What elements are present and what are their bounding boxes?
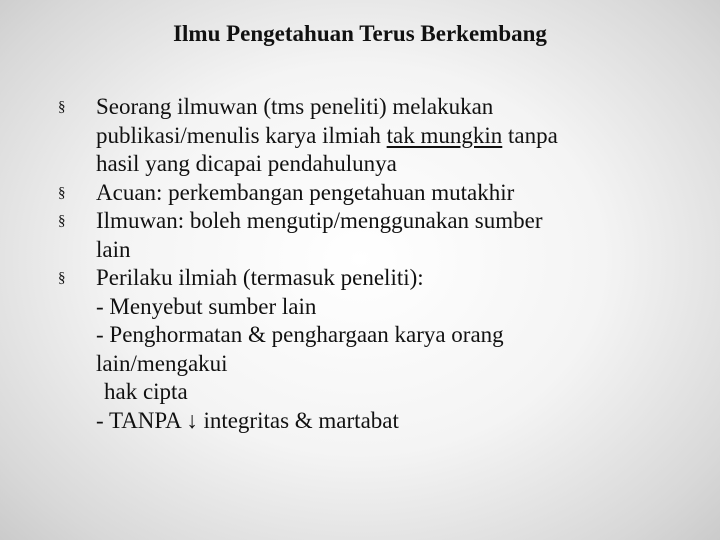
bullet-item-4 <box>58 264 678 435</box>
bullet-marker: § <box>58 184 66 201</box>
bullet-line: lain/mengakui <box>96 350 228 376</box>
bullet-line: Ilmuwan: boleh mengutip/menggunakan sumber <box>96 208 543 233</box>
bullet-item-1 <box>58 93 678 179</box>
bullet-line: - Penghormatan & penghargaan karya orang <box>96 322 504 347</box>
bullet-line: Seorang ilmuwan (tms peneliti) melakukan <box>96 94 494 119</box>
bullet-line: - Menyebut sumber lain <box>96 293 317 319</box>
text-segment: tanpa <box>502 122 558 148</box>
bullet-marker: § <box>58 270 66 286</box>
bullet-line: hasil yang dicapai pendahulunya <box>96 151 397 176</box>
bullet-item-3 <box>58 207 678 264</box>
bullet-line: Perilaku ilmiah (termasuk peneliti): <box>96 265 424 290</box>
text-segment: publikasi/menulis karya ilmiah <box>96 122 387 148</box>
bullet-line: hak cipta <box>104 379 188 404</box>
underlined-phrase: tak mungkin <box>386 122 503 148</box>
bullet-list <box>58 93 678 435</box>
bullet-marker: § <box>58 99 66 115</box>
slide-title: Ilmu Pengetahuan Terus Berkembang <box>173 21 547 46</box>
bullet-marker: § <box>58 213 66 229</box>
bullet-item-2 <box>58 179 678 208</box>
bullet-line <box>96 122 678 151</box>
bullet-line: - TANPA ↓ integritas & martabat <box>96 407 399 433</box>
bullet-line: lain <box>96 236 131 262</box>
bullet-line: Acuan: perkembangan pengetahuan mutakhir <box>96 179 515 205</box>
